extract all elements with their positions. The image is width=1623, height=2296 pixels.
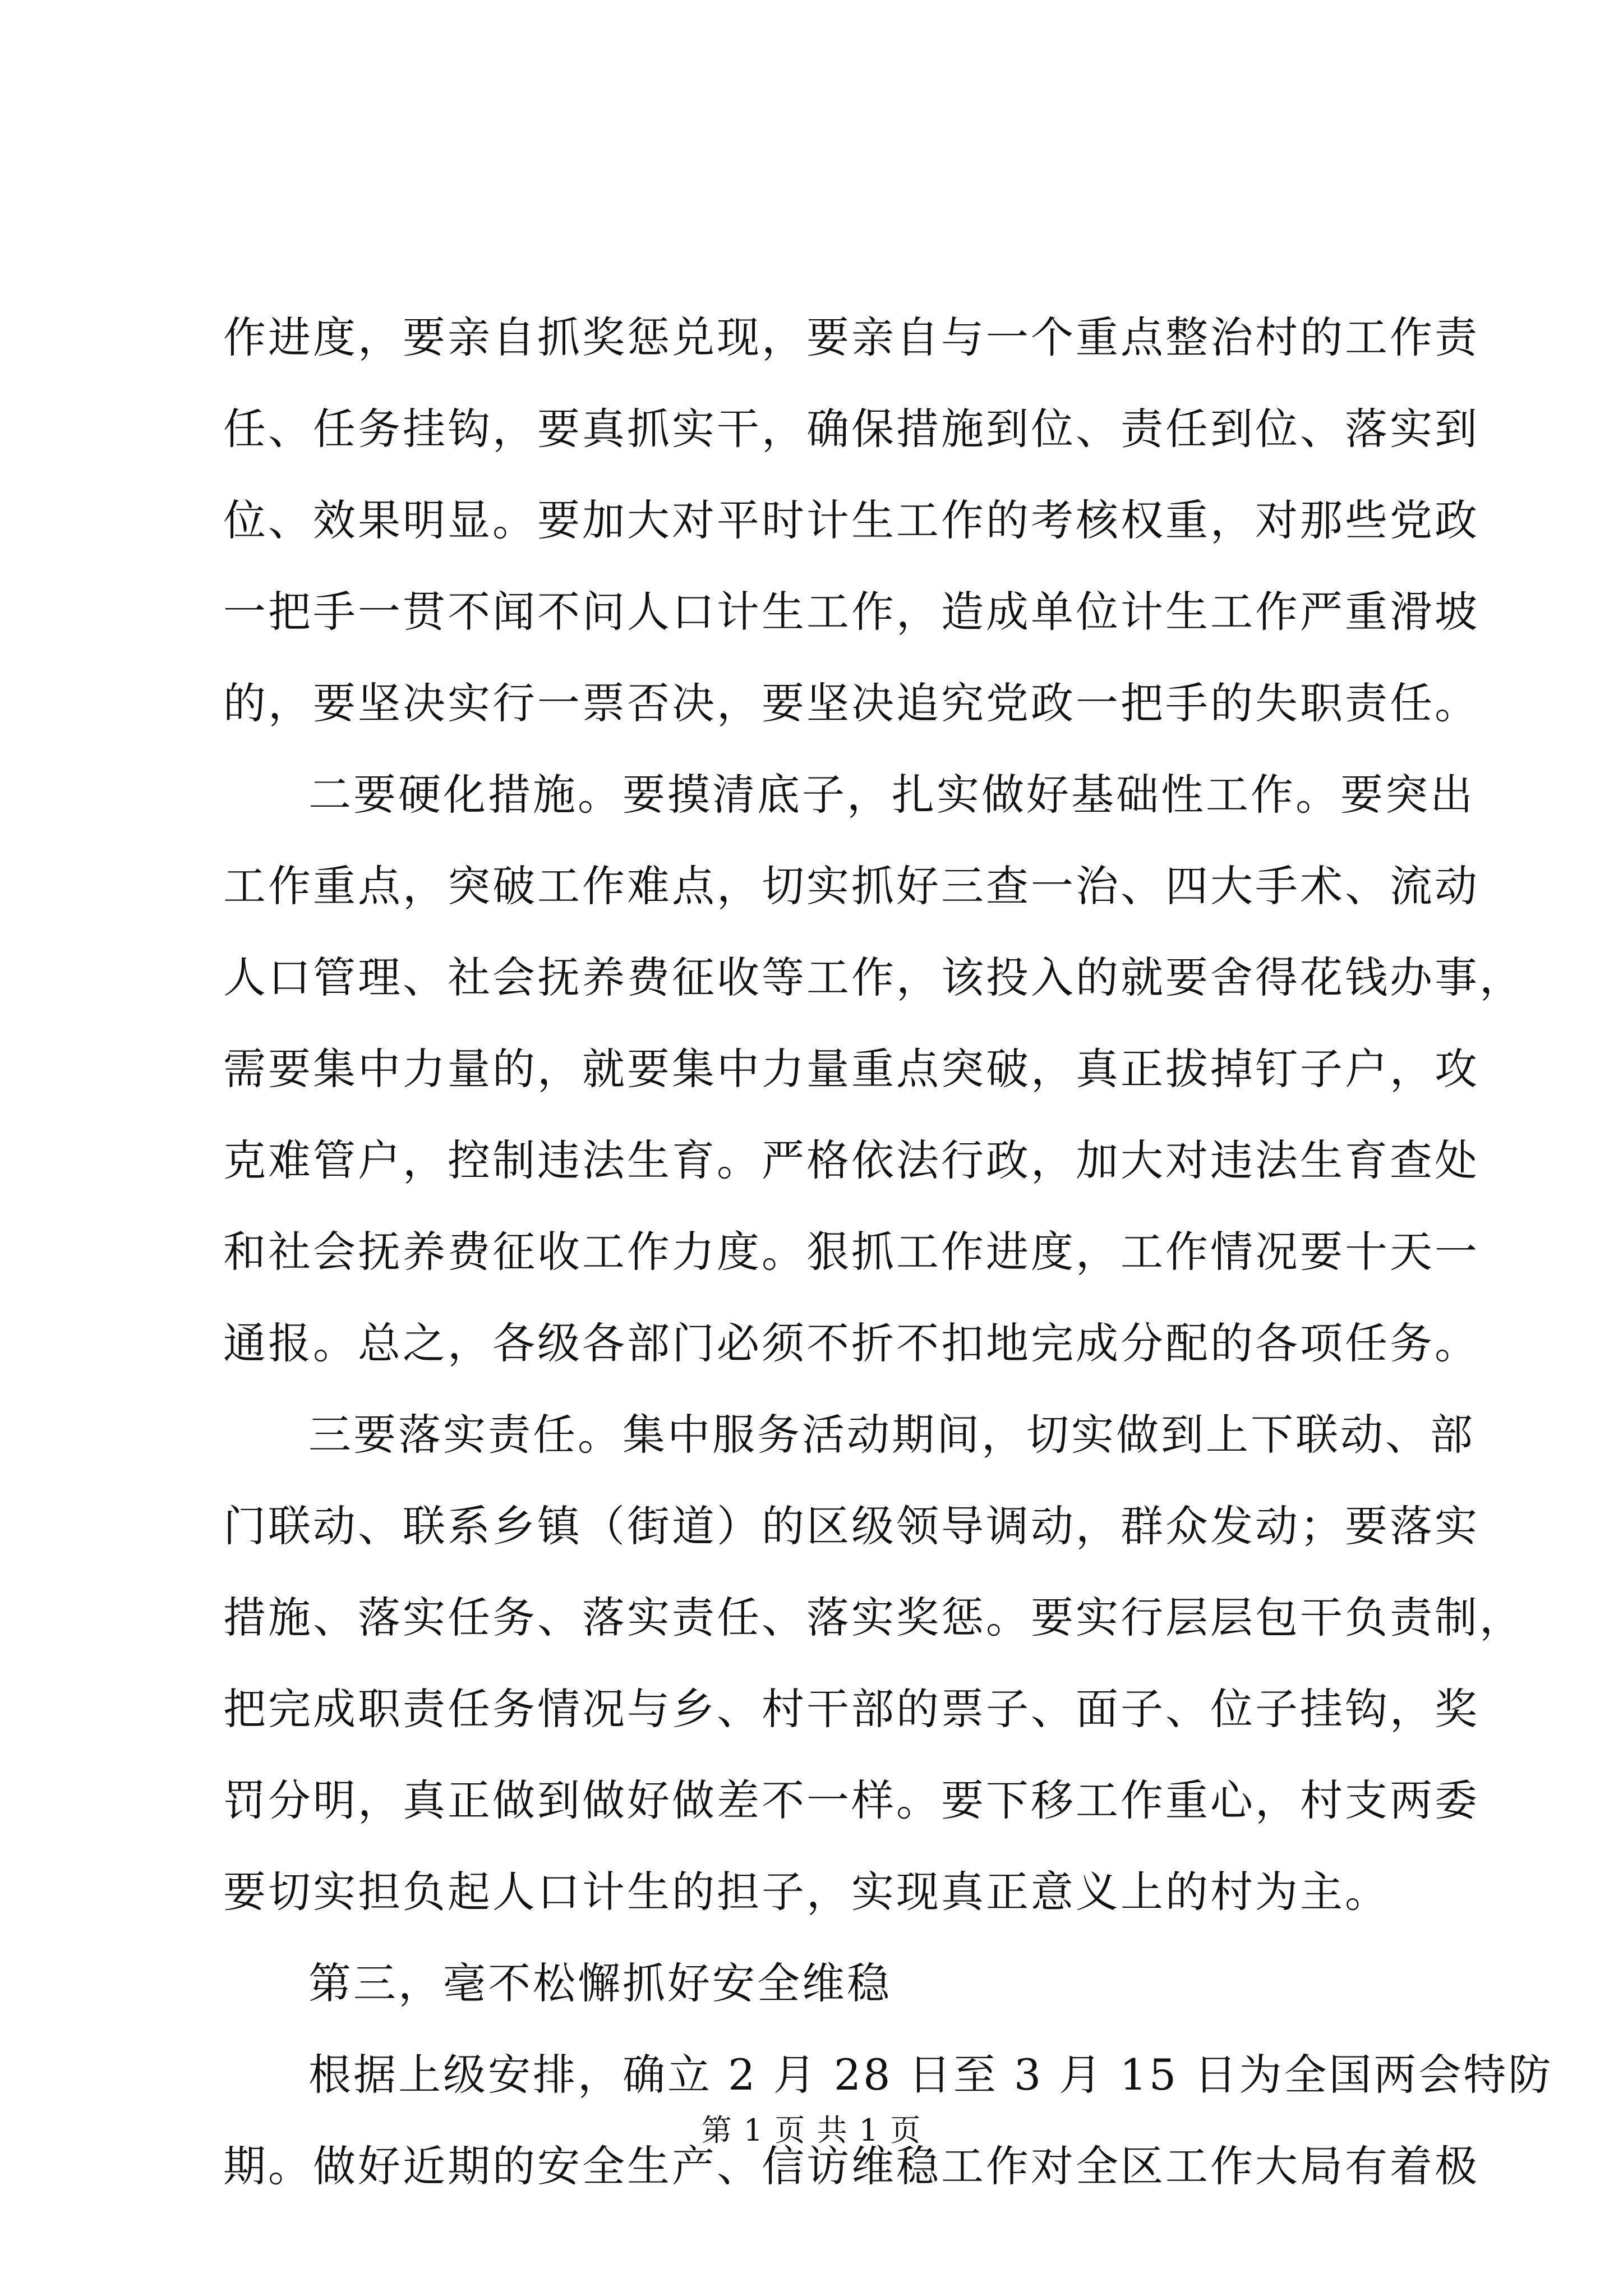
paragraph-start-line: 二要硬化措施。要摸清底子，扎实做好基础性工作。要突出	[308, 770, 1475, 820]
body-line: 措施、落实任务、落实责任、落实奖惩。要实行层层包干负责制，	[223, 1593, 1524, 1642]
body-line: 作进度，要亲自抓奖惩兑现，要亲自与一个重点整治村的工作责	[223, 312, 1479, 362]
body-line: 需要集中力量的，就要集中力量重点突破，真正拔掉钉子户，攻	[223, 1044, 1479, 1094]
paragraph-start-line: 根据上级安排，确立 2 月 28 日至 3 月 15 日为全国两会特防	[308, 2050, 1553, 2100]
body-line: 克难管户，控制违法生育。严格依法行政，加大对违法生育查处	[223, 1135, 1479, 1185]
body-line: 一把手一贯不闻不问人口计生工作，造成单位计生工作严重滑坡	[223, 587, 1479, 637]
document-body	[223, 292, 1553, 2212]
body-line: 要切实担负起人口计生的担子，实现真正意义上的村为主。	[223, 1867, 1390, 1917]
body-line: 和社会抚养费征收工作力度。狠抓工作进度，工作情况要十天一	[223, 1227, 1479, 1277]
body-line: 把完成职责任务情况与乡、村干部的票子、面子、位子挂钩，奖	[223, 1684, 1479, 1734]
body-line: 工作重点，突破工作难点，切实抓好三查一治、四大手术、流动	[223, 861, 1479, 911]
body-line: 的，要坚决实行一票否决，要坚决追究党政一把手的失职责任。	[223, 678, 1479, 728]
body-line: 罚分明，真正做到做好做差不一样。要下移工作重心，村支两委	[223, 1775, 1479, 1825]
body-line: 人口管理、社会抚养费征收等工作，该投入的就要舍得花钱办事，	[223, 953, 1524, 1002]
body-line: 任、任务挂钩，要真抓实干，确保措施到位、责任到位、落实到	[223, 404, 1479, 454]
page-footer: 第 1 页 共 1 页	[701, 2113, 922, 2148]
section-heading: 第三，毫不松懈抓好安全维稳	[308, 1958, 892, 2008]
body-line: 位、效果明显。要加大对平时计生工作的考核权重，对那些党政	[223, 495, 1479, 545]
body-line: 期。做好近期的安全生产、信访维稳工作对全区工作大局有着极	[223, 2141, 1479, 2191]
paragraph-start-line: 三要落实责任。集中服务活动期间，切实做到上下联动、部	[308, 1410, 1475, 1460]
body-line: 门联动、联系乡镇（街道）的区级领导调动，群众发动；要落实	[223, 1501, 1479, 1551]
body-line: 通报。总之，各级各部门必须不折不扣地完成分配的各项任务。	[223, 1318, 1479, 1368]
